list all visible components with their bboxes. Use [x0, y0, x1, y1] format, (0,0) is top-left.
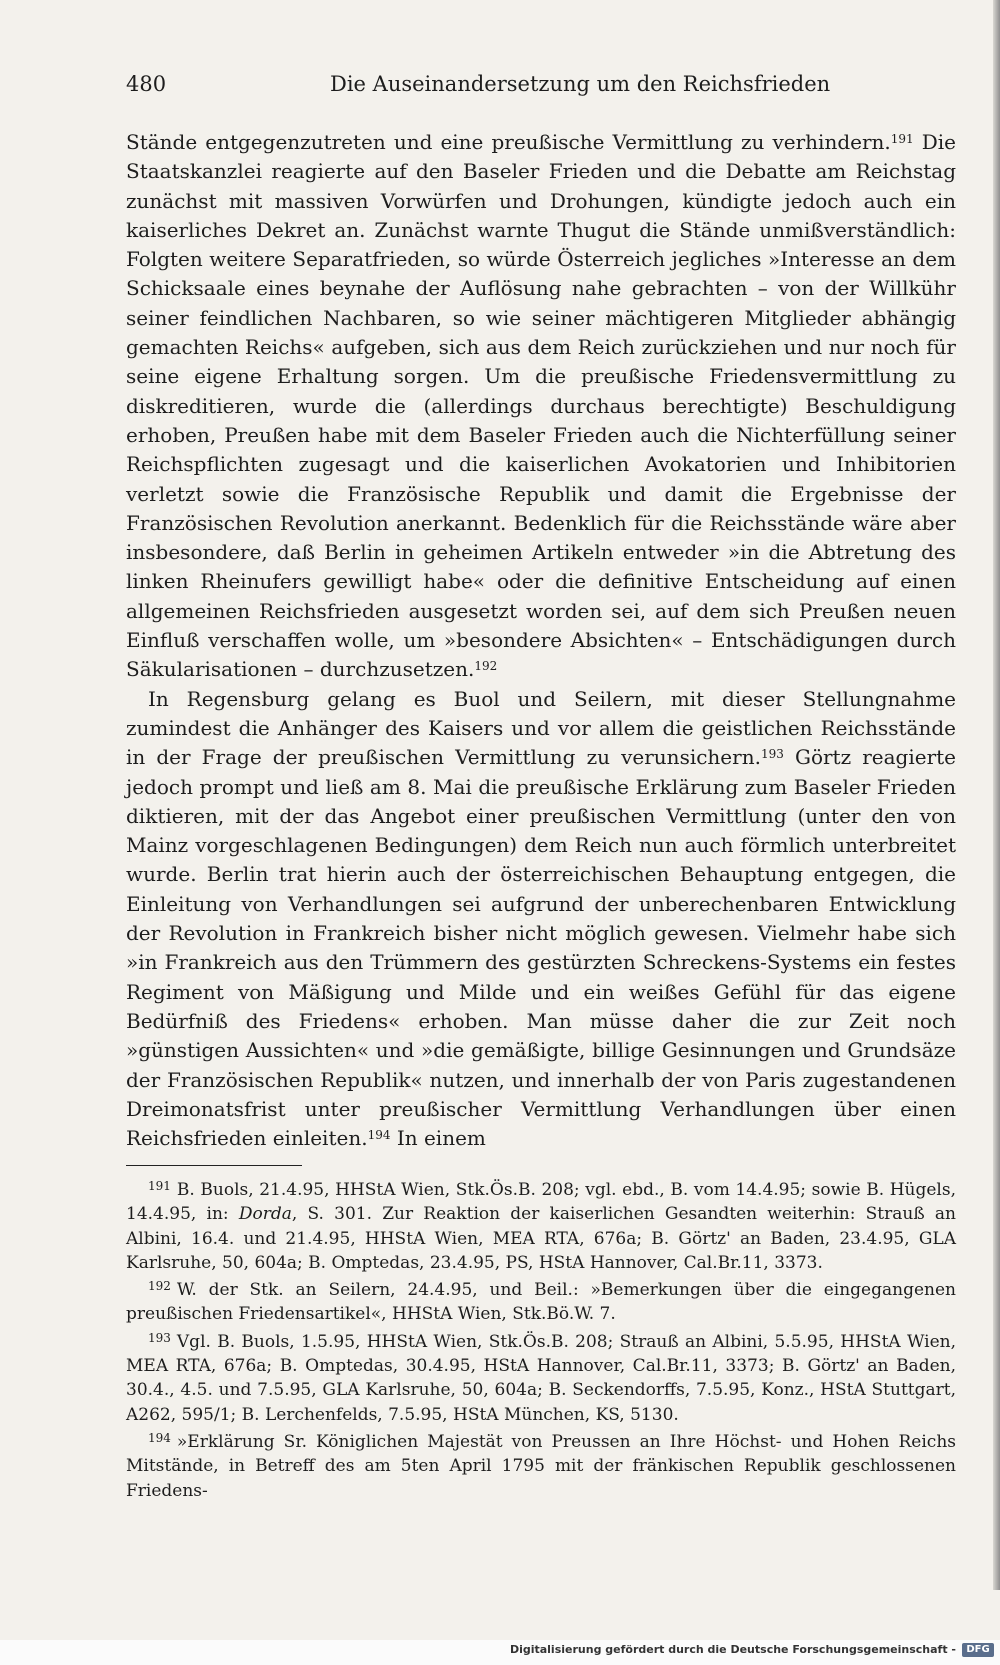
footnote-author-italic: Dorda — [238, 1204, 292, 1225]
footnote-text: B. Buols, 21.4.95, HHStA Wien, Stk.Ös.B. 208; vgl. ebd., B. vom 14.4.95; sowie B. Hügels, 14.4.95, in: — [126, 1180, 956, 1225]
paragraph-1 — [126, 128, 956, 685]
footnote-192 — [126, 1278, 956, 1327]
footnote-text: Vgl. B. Buols, 1.5.95, HHStA Wien, Stk.Ös.B. 208; Strauß an Albini, 5.5.95, HHStA Wien, MEA RTA, 676a; B. Omptedas, 30.4.95, HStA Hannover, Cal.Br.11, 3373; B. Görtz' an Baden, 30.4., 4.5. und 7.5.95, GLA Karlsruhe, 50, 604a; B. Seckendorffs, 7.5.95, Konz., HStA Stuttgart, A262, 595/1; B. Lerchenfelds, 7.5.95, HStA München, KS, 5130. — [126, 1331, 956, 1425]
footnote-number: 194 — [148, 1430, 171, 1445]
main-text — [126, 128, 956, 1153]
footnote-ref-193[interactable]: 193 — [760, 747, 784, 762]
footnote-ref-194[interactable]: 194 — [367, 1128, 391, 1143]
footnote-193 — [126, 1330, 956, 1427]
footnotes — [126, 1178, 956, 1506]
page-edge-shadow — [993, 0, 1000, 1590]
paragraph-2-text-b: Görtz reagierte jedoch prompt und ließ am 8. Mai die preußische Erklärung zum Baseler Frieden diktieren, mit der das Angebot einer preußischen Vermittlung (unter den von Mainz vorgeschlagenen Bedingungen) dem Reich nun auch förmlich unterbreitet wurde. Berlin trat hierin auch der österreichischen Behauptung entgegen, die Einleitung von Verhandlungen sei aufgrund der unberechenbaren Entwicklung der Revolution in Frankreich bisher nicht möglich gewesen. Vielmehr habe sich »in Frankreich aus den Trümmern des gestürzten Schreckens-Systems ein festes Regiment von Mäßigung und Milde und ein weißes Gefühl für das eigene Bedürfniß des Friedens« erhoben. Man müsse daher die zur Zeit noch »günstigen Aussichten« und »die gemäßigte, billige Gesinnungen und Grundsäze der Französischen Republik« nutzen, und innerhalb der von Paris zugestandenen Dreimonatsfrist unter preußischer Vermittlung Verhandlungen über einen Reichsfrieden einleiten. — [126, 745, 957, 1151]
footnote-number: 192 — [148, 1279, 171, 1294]
footnote-ref-192[interactable]: 192 — [474, 659, 498, 674]
footnote-number: 193 — [148, 1330, 171, 1345]
paragraph-2-text-c: In einem — [390, 1126, 486, 1151]
footnote-text-cont: , S. 301. Zur Reaktion der kaiserlichen Gesandten weiterhin: Strauß an Albini, 16.4. und 21.4.95, HHStA Wien, MEA RTA, 676a; B. Görtz' an Baden, 23.4.95, GLA Karlsruhe, 50, 604a; B. Omptedas, 23.4.95, PS, HStA Hannover, Cal.Br.11, 3373. — [126, 1204, 956, 1273]
digitization-footer — [0, 1640, 1000, 1665]
footnote-text: W. der Stk. an Seilern, 24.4.95, und Beil.: »Bemerkungen über die eingegangenen preußischen Friedensartikel«, HHStA Wien, Stk.Bö.W. 7. — [126, 1280, 956, 1325]
paragraph-1-text-b: Die Staatskanzlei reagierte auf den Baseler Frieden und die Debatte am Reichstag zunächst mit massiven Vorwürfen und Drohungen, kündigte jedoch auch ein kaiserliches Dekret an. Zunächst warnte Thugut die Stände unmißverständlich: Folgten weitere Separatfrieden, so würde Österreich jegliches »Interesse an dem Schicksaale eines beynahe der Auflösung nahe gebrachten – von der Willkühr seiner feindlichen Nachbaren, so wie seiner mächtigeren Mitglieder abhängig gemachten Reichs« aufgeben, sich aus dem Reich zurückziehen und nur noch für seine eigene Erhaltung sorgen. Um die preußische Friedensvermittlung zu diskreditieren, wurde die (allerdings durchaus berechtigte) Beschuldigung erhoben, Preußen habe mit dem Baseler Frieden auch die Nichterfüllung seiner Reichspflichten zugesagt und die kaiserlichen Avokatorien und Inhibitorien verletzt sowie die Französische Republik und damit die Ergebnisse der Französischen Revolution anerkannt. Bedenklich für die Reichsstände wäre aber insbesondere, daß Berlin in geheimen Artikeln entweder »in die Abtretung des linken Rheinufers gewilligt habe« oder die definitive Entscheidung auf einen allgemeinen Reichsfrieden ausgesetzt worden sei, auf dem sich Preußen neuen Einfluß verschaffen wolle, um »besondere Absichten« – Entschädigungen durch Säkularisationen – durchzusetzen. — [126, 130, 956, 682]
footnote-number: 191 — [148, 1179, 171, 1193]
page-number: 480 — [126, 72, 167, 96]
funding-credit: Digitalisierung gefördert durch die Deutsche Forschungsgemeinschaft - — [509, 1643, 956, 1656]
paragraph-1-text-a: Stände entgegenzutreten und eine preußische Vermittlung zu verhindern. — [126, 130, 891, 154]
page-header — [126, 72, 952, 102]
running-title: Die Auseinandersetzung um den Reichsfrieden — [330, 72, 831, 96]
footnote-text: »Erklärung Sr. Königlichen Majestät von Preussen an Ihre Höchst- und Hohen Reichs Mitstände, in Betreff des am 5ten April 1795 mit der fränkischen Republik geschlossenen Friedens- — [126, 1431, 956, 1501]
footnote-194 — [126, 1430, 956, 1503]
footnote-191 — [126, 1178, 956, 1275]
footnote-separator — [126, 1165, 302, 1166]
footnote-ref-191[interactable]: 191 — [890, 132, 914, 146]
dfg-logo: DFG — [962, 1643, 994, 1657]
paragraph-2-text-a: In Regensburg gelang es Buol und Seilern, mit dieser Stellungnahme zumindest die Anhänger des Kaisers und vor allem die geistlichen Reichsstände in der Frage der preußischen Vermittlung zu verunsichern. — [126, 686, 956, 770]
paragraph-2 — [126, 685, 956, 1154]
